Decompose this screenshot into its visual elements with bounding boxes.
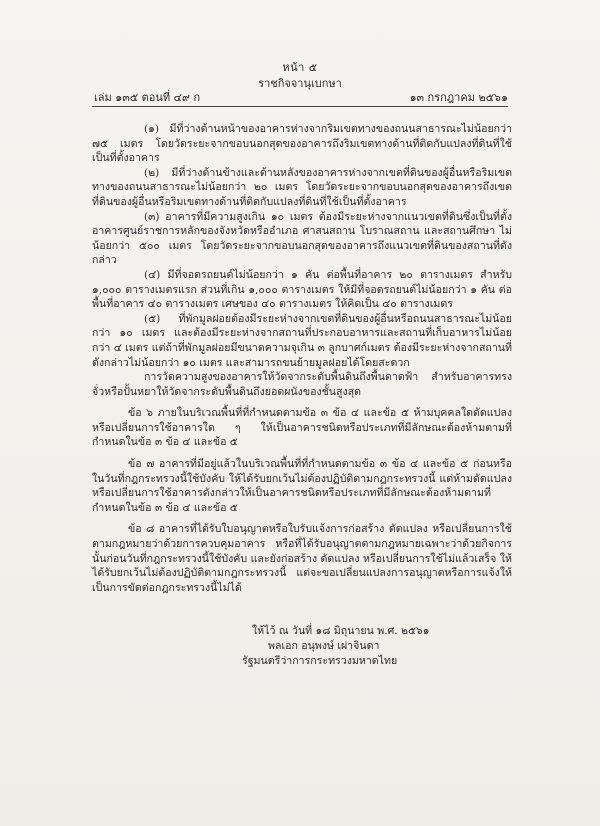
- clause-3: (๓) อาคารที่มีความสูงเกิน ๑๐ เมตร ต้องมีระยะห่างจากแนวเขตที่ดินซึ่งเป็นที่ตั้งอาคารศูนย์ราชการหลักของจังหวัดหรืออำเภอ ศาสนสถาน โบราณสถาน และสถานศึกษา ไม่น้อยกว่า ๕๐๐ เมตร โดยวัดระยะจากขอบนอกสุดของอาคารถึงแนวเขตที่ดินของสถานที่ดังกล่าว: [92, 210, 512, 267]
- regulation-body: [92, 122, 512, 595]
- gazette-header: [0, 0, 600, 104]
- clause-2: (๒) มีที่ว่างด้านข้างและด้านหลังของอาคารห่างจากเขตที่ดินของผู้อื่นหรือริมเขตทางของถนนสาธารณะไม่น้อยกว่า ๒๐ เมตร โดยวัดระยะจากขอบนอกสุดของอาคารถึงเขตที่ดินของผู้อื่นหรือริมเขตทางด้านที่ติดกับแปลงที่ดินที่ใช้เป็นที่ตั้งอาคาร: [92, 166, 512, 208]
- section-6: ข้อ ๖ ภายในบริเวณพื้นที่ที่กำหนดตามข้อ ๓ ข้อ ๔ และข้อ ๕ ห้ามบุคคลใดดัดแปลงหรือเปลี่ยนการใช้อาคารใด ๆ ให้เป็นอาคารชนิดหรือประเภทที่มีลักษณะต้องห้ามตามที่กำหนดในข้อ ๓ ข้อ ๔ และข้อ ๕: [92, 407, 512, 449]
- given-date: ให้ไว้ ณ วันที่ ๑๘ มิถุนายน พ.ศ. ๒๕๖๑: [252, 625, 430, 637]
- signer-name: พลเอก อนุพงษ์ เผ่าจินดา: [268, 640, 380, 652]
- clause-5: (๕) ที่พักมูลฝอยต้องมีระยะห่างจากเขตที่ดินของผู้อื่นหรือถนนสาธารณะไม่น้อยกว่า ๑๐ เมตร และต้องมีระยะห่างจากสถานที่ประกอบอาหารและสถานที่เก็บอาหารไม่น้อยกว่า ๔ เมตร แต่ถ้าที่พักมูลฝอยมีขนาดความจุเกิน ๓ ลูกบาศก์เมตร ต้องมีระยะห่างจากสถานที่ดังกล่าวไม่น้อยกว่า ๑๐ เมตร และสามารถขนย้ายมูลฝอยได้โดยสะดวก: [92, 312, 512, 369]
- page-number: หน้า ๕: [282, 61, 318, 74]
- signer-title: รัฐมนตรีว่าการกระทรวงมหาดไทย: [242, 655, 398, 667]
- header-rule: [92, 106, 508, 107]
- clause-1: (๑) มีที่ว่างด้านหน้าของอาคารห่างจากริมเขตทางของถนนสาธารณะไม่น้อยกว่า ๗๕ เมตร โดยวัดระยะจากขอบนอกสุดของอาคารถึงริมเขตทางด้านที่ติดกับแปลงที่ดินที่ใช้เป็นที่ตั้งอาคาร: [92, 123, 512, 165]
- publication-date: ๑๓ กรกฎาคม ๒๕๖๑: [409, 91, 508, 104]
- gazette-name: ราชกิจจานุเบกษา: [258, 77, 342, 90]
- section-7: ข้อ ๗ อาคารที่มีอยู่แล้วในบริเวณพื้นที่ที่กำหนดตามข้อ ๓ ข้อ ๔ และข้อ ๕ ก่อนหรือในวันที่กฎกระทรวงนี้ใช้บังคับ ให้ได้รับยกเว้นไม่ต้องปฏิบัติตามกฎกระทรวงนี้ แต่ห้ามดัดแปลงหรือเปลี่ยนการใช้อาคารดังกล่าวให้เป็นอาคารชนิดหรือประเภทที่มีลักษณะต้องห้ามตามที่กำหนดในข้อ ๓ ข้อ ๔ และข้อ ๕: [92, 458, 512, 514]
- section-8: ข้อ ๘ อาคารที่ได้รับใบอนุญาตหรือใบรับแจ้งการก่อสร้าง ดัดแปลง หรือเปลี่ยนการใช้ตามกฎหมายว่าด้วยการควบคุมอาคาร หรือที่ได้รับอนุญาตตามกฎหมายเฉพาะว่าด้วยกิจการนั้นก่อนวันที่กฎกระทรวงนี้ใช้บังคับ และยังก่อสร้าง ดัดแปลง หรือเปลี่ยนการใช้ไม่แล้วเสร็จ ให้ได้รับยกเว้นไม่ต้องปฏิบัติตามกฎกระทรวงนี้ แต่จะขอเปลี่ยนแปลงการอนุญาตหรือการแจ้งให้เป็นการขัดต่อกฎกระทรวงนี้ไม่ได้: [92, 523, 512, 594]
- clause-4: (๔) มีที่จอดรถยนต์ไม่น้อยกว่า ๑ คัน ต่อพื้นที่อาคาร ๒๐ ตารางเมตร สำหรับ ๑,๐๐๐ ตารางเมตรแรก ส่วนที่เกิน ๑,๐๐๐ ตารางเมตร ให้มีที่จอดรถยนต์ไม่น้อยกว่า ๑ คัน ต่อพื้นที่อาคาร ๔๐ ตารางเมตร เศษของ ๔๐ ตารางเมตร ให้คิดเป็น ๔๐ ตารางเมตร: [92, 268, 512, 311]
- height-measurement-note: การวัดความสูงของอาคารให้วัดจากระดับพื้นดินถึงพื้นดาดฟ้า สำหรับอาคารทรงจั่วหรือปั้นหยาให้วัดจากระดับพื้นดินถึงยอดผนังของชั้นสูงสุด: [92, 371, 512, 398]
- volume-issue: เล่ม ๑๓๕ ตอนที่ ๔๙ ก: [94, 91, 201, 104]
